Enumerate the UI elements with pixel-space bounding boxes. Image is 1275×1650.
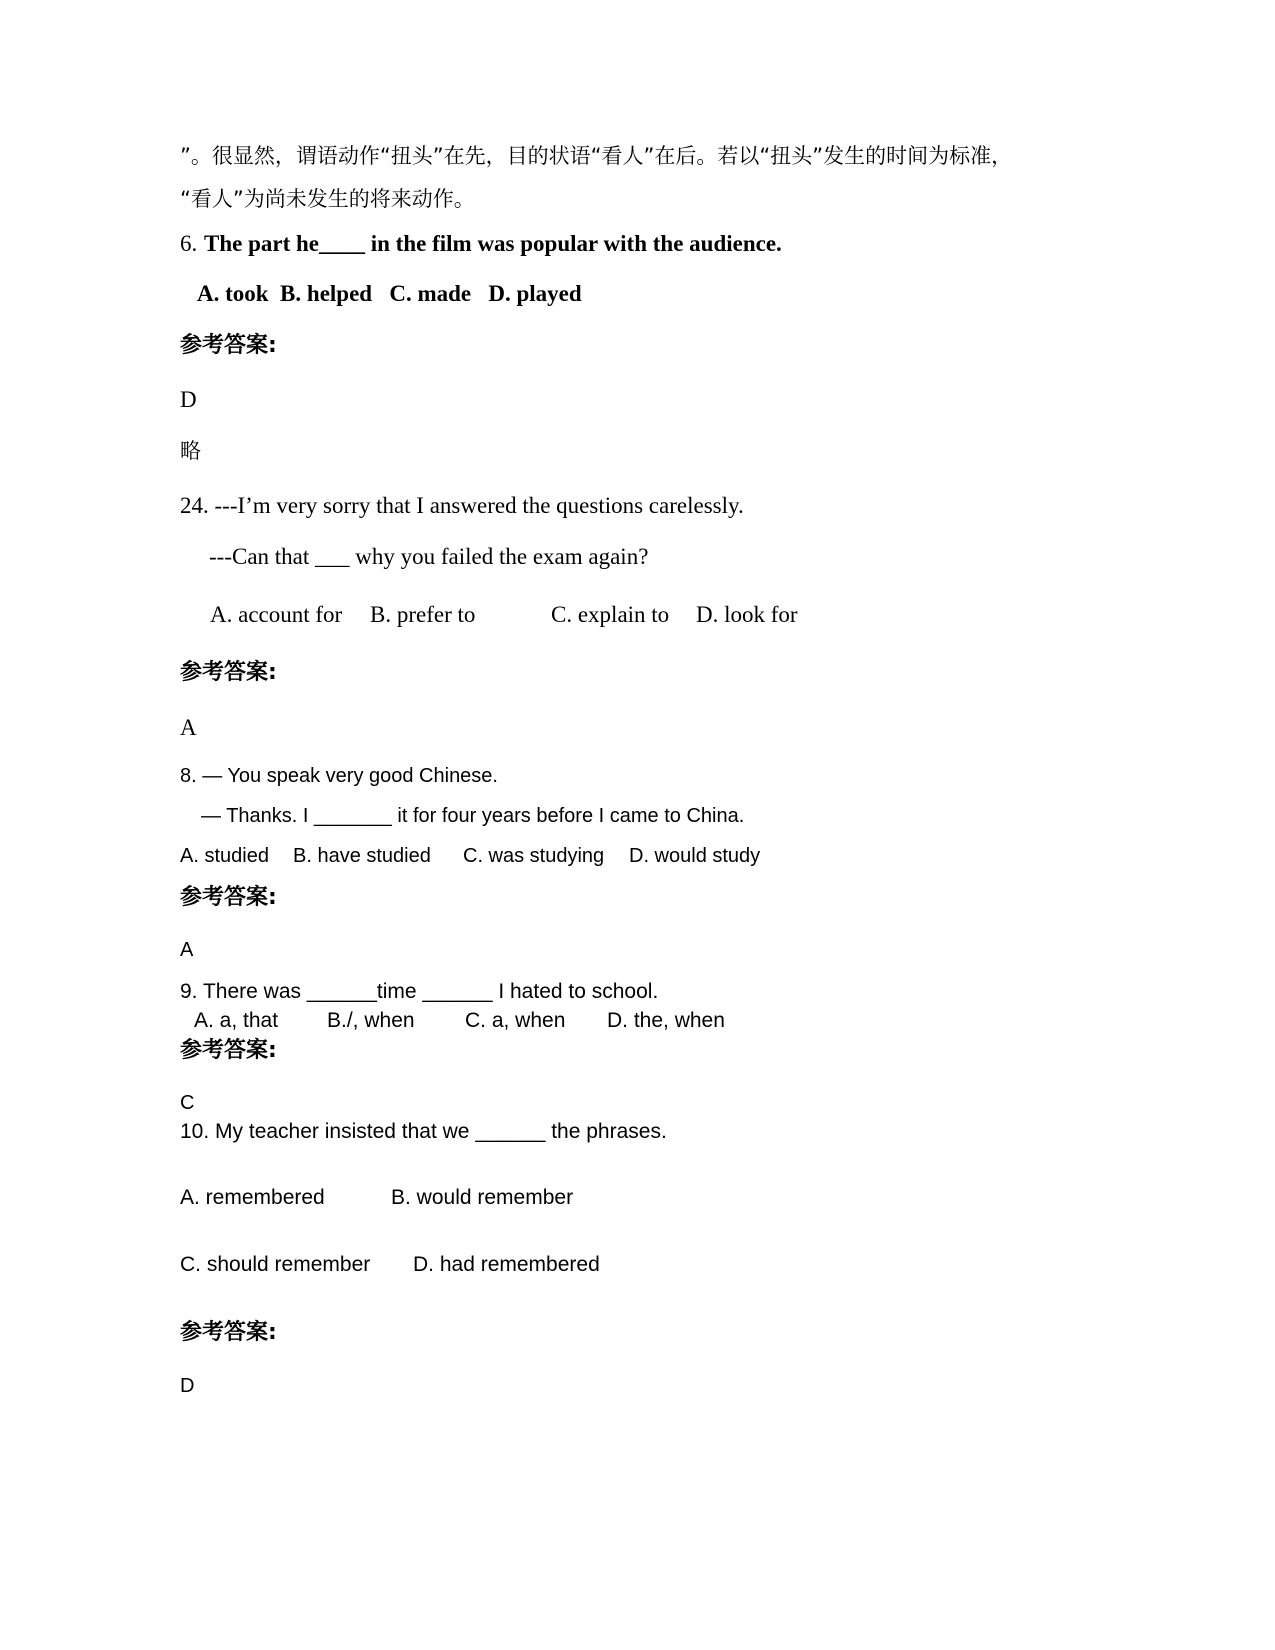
q24-stem-2: ---Can that ___ why you failed the exam again? [209,544,649,569]
q6-answer-label: 参考答案: [180,333,277,358]
q8-option-b: B. have studied [293,845,431,867]
q10-option-a: A. remembered [180,1186,325,1209]
intro-line-1: ”。很显然，谓语动作“扭头”在先，目的状语“看人”在后。若以“扭头”发生的时间为标准， [180,144,1013,168]
q8-answer: A [180,939,194,961]
q24-option-c: C. explain to [551,602,670,627]
q10-stem: 10. My teacher insisted that we ______ the phrases. [180,1120,667,1143]
q6-options: A. took B. helped C. made D. played [197,281,582,306]
q6-note: 略 [180,439,201,463]
q9-answer: C [180,1092,195,1114]
q24-answer-label: 参考答案: [180,660,277,685]
q10-option-c: C. should remember [180,1253,371,1276]
q6-stem: The part he____ in the film was popular with the audience. [204,231,782,256]
q8-stem-2: — Thanks. I _______ it for four years before I came to China. [201,805,745,827]
q24-answer: A [180,715,197,740]
q9-stem: 9. There was ______time ______ I hated to school. [180,980,659,1003]
q9-option-b: B./, when [327,1009,415,1032]
q10-answer-label: 参考答案: [180,1320,277,1345]
intro-line-2: “看人”为尚未发生的将来动作。 [180,187,475,211]
q9-option-a: A. a, that [194,1009,279,1032]
q6-answer: D [180,387,197,412]
q10-option-d: D. had remembered [413,1253,600,1276]
q10-option-b: B. would remember [391,1186,574,1209]
q8-answer-label: 参考答案: [180,885,277,910]
q8-stem: 8. — You speak very good Chinese. [180,765,498,787]
q24-option-b: B. prefer to [370,602,476,627]
q24-option-a: A. account for [210,602,343,627]
q9-answer-label: 参考答案: [180,1038,277,1063]
q24-option-d: D. look for [696,602,798,627]
q10-answer: D [180,1375,195,1397]
q8-option-c: C. was studying [463,845,605,867]
q9-option-c: C. a, when [465,1009,566,1032]
q8-option-d: D. would study [629,845,761,867]
q6-number: 6. [180,231,198,256]
q24-stem: 24. ---I’m very sorry that I answered the questions carelessly. [180,493,744,518]
q8-option-a: A. studied [180,845,269,867]
q9-option-d: D. the, when [607,1009,725,1032]
